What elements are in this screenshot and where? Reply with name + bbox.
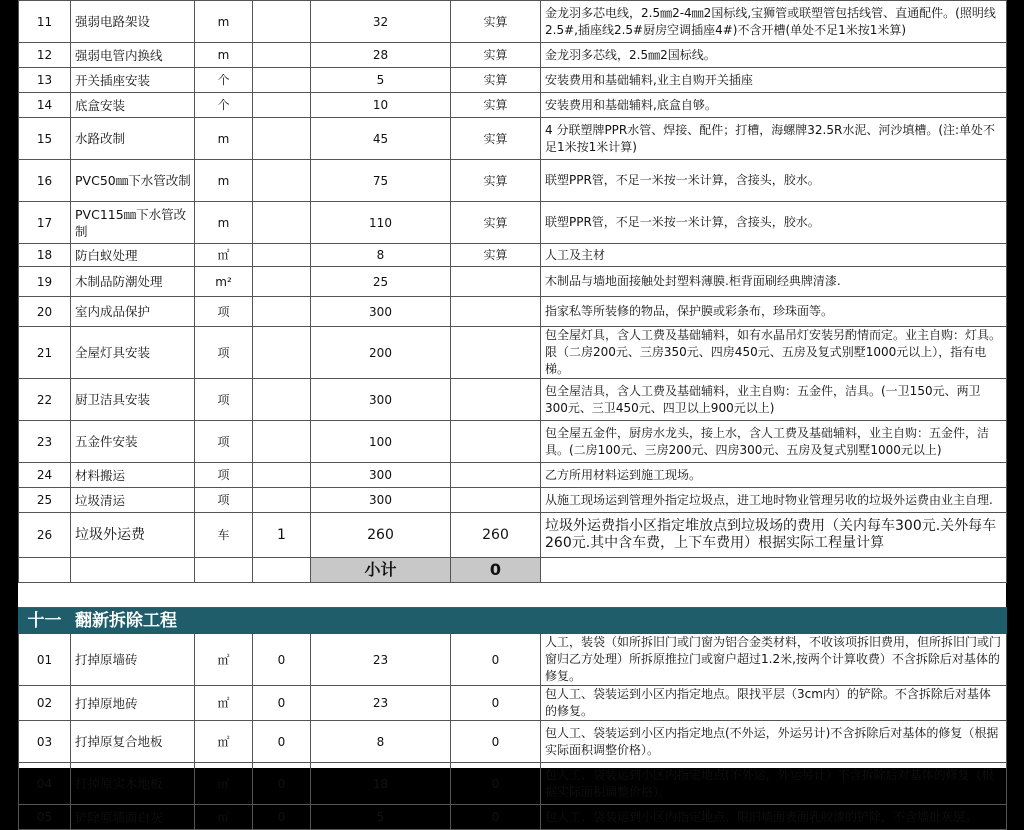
table-row [19,686,1007,721]
item-description: 包全屋灯具，含人工费及基础辅料，如有水晶吊灯安装另酌情而定。业主自购：灯具。限（二房200元、三房350元、四房450元、五房及复式别墅1000元以上），指有电梯。 [541,327,1007,379]
item-unit: 项 [195,379,253,421]
item-total: 260 [451,513,541,558]
item-unit: 个 [195,68,253,93]
table-row [19,488,1007,513]
item-description: 包全屋洁具，含人工费及基础辅料，业主自购：五金件，洁具。(一卫150元、两卫300元、三卫450元、四卫以上900元以上) [541,379,1007,421]
item-description: 包人工、袋装运到小区内指定地点。限找平层（3cm内）的铲除。不含拆除后对基体的修复。 [541,686,1007,721]
item-quantity [253,463,311,488]
item-unit: ㎡ [195,244,253,267]
item-name: 打掉原复合地板 [71,721,195,763]
item-name: 水路改制 [71,118,195,160]
row-number: 16 [19,160,71,202]
quote-table [18,0,1007,830]
table-row [19,379,1007,421]
item-quantity [253,68,311,93]
item-quantity [253,297,311,327]
spacer-row [19,583,1007,608]
table-row [19,43,1007,68]
item-unit: 个 [195,93,253,118]
section-title: 翻新拆除工程 [71,608,1007,634]
table-row [19,1,1007,43]
item-quantity [253,421,311,463]
item-description: 联塑PPR管，不足一米按一米计算，含接头，胶水。 [541,160,1007,202]
item-total: 0 [451,805,541,830]
item-name: 强弱电路架设 [71,1,195,43]
item-description: 人工及主材 [541,244,1007,267]
item-description: 安装费用和基础辅料,业主自购开关插座 [541,68,1007,93]
quote-sheet [18,0,1006,825]
section-number: 十一 [19,608,71,634]
item-total [451,463,541,488]
item-name: 铲除原墙面白灰 [71,805,195,830]
item-total [451,297,541,327]
item-unit: ㎡ [195,805,253,830]
item-price: 260 [311,513,451,558]
item-name: 打掉原墙砖 [71,634,195,686]
item-total [451,488,541,513]
row-number: 15 [19,118,71,160]
item-quantity [253,327,311,379]
section-header [19,608,1007,634]
item-description: 安装费用和基础辅料,底盒自够。 [541,93,1007,118]
row-number: 04 [19,763,71,805]
item-quantity: 0 [253,763,311,805]
table-row [19,118,1007,160]
item-quantity: 1 [253,513,311,558]
item-quantity [253,244,311,267]
table-row [19,202,1007,244]
table-row [19,244,1007,267]
row-number: 01 [19,634,71,686]
item-total: 实算 [451,43,541,68]
item-total: 0 [451,763,541,805]
item-description: 人工，装袋（如所拆旧门或门窗为铝合金类材料，不收该项拆旧费用，但所拆旧门或门窗归乙方处理）所拆原推拉门或窗户超过1.2米,按两个计算收费）不含拆除后对基体的修复。 [541,634,1007,686]
item-quantity [253,43,311,68]
item-name: 开关插座安装 [71,68,195,93]
item-quantity: 0 [253,686,311,721]
item-name: 全屋灯具安装 [71,327,195,379]
table-row [19,93,1007,118]
item-unit: m [195,202,253,244]
item-price: 8 [311,721,451,763]
item-description: 指家私等所装修的物品，保护膜或彩条布，珍珠面等。 [541,297,1007,327]
item-quantity [253,202,311,244]
item-price: 23 [311,686,451,721]
item-unit: ㎡ [195,686,253,721]
row-number: 02 [19,686,71,721]
item-description: 垃圾外运费指小区指定堆放点到垃圾场的费用（关内每车300元.关外每车260元.其中含车费，上下车费用）根据实际工程量计算 [541,513,1007,558]
item-price: 18 [311,763,451,805]
item-price: 28 [311,43,451,68]
row-number: 21 [19,327,71,379]
item-total [451,379,541,421]
table-row [19,327,1007,379]
item-description: 包人工、袋装运到小区内指定地点(不外运，外运另计）不含拆除后对基体的修复（根据实际面积调整价格）。 [541,763,1007,805]
item-description: 4 分联塑牌PPR水管、焊接、配件；打槽，海螺牌32.5R水泥、河沙填槽。(注:单处不足1米按1米计算) [541,118,1007,160]
item-unit: 项 [195,488,253,513]
row-number: 05 [19,805,71,830]
item-description: 乙方所用材料运到施工现场。 [541,463,1007,488]
item-unit: m [195,160,253,202]
item-name: 五金件安装 [71,421,195,463]
item-description: 包全屋五金件，厨房水龙头，接上水，含人工费及基础辅料，业主自购：五金件，洁具。(二房100元、三房200元、四房300元、五房及复式别墅1000元以上) [541,421,1007,463]
item-price: 25 [311,267,451,297]
item-unit: 项 [195,463,253,488]
row-number: 14 [19,93,71,118]
item-quantity: 0 [253,805,311,830]
item-unit: 项 [195,421,253,463]
item-price: 300 [311,463,451,488]
item-unit: m² [195,267,253,297]
item-name: 打掉原实木地板 [71,763,195,805]
row-number: 19 [19,267,71,297]
row-number: 17 [19,202,71,244]
item-name: 打掉原地砖 [71,686,195,721]
row-number: 11 [19,1,71,43]
item-quantity: 0 [253,634,311,686]
item-name: 厨卫洁具安装 [71,379,195,421]
table-row [19,421,1007,463]
table-row [19,513,1007,558]
item-price: 32 [311,1,451,43]
item-quantity [253,488,311,513]
item-total: 实算 [451,118,541,160]
item-quantity [253,93,311,118]
item-unit: 项 [195,297,253,327]
item-name: 底盒安装 [71,93,195,118]
item-quantity [253,1,311,43]
item-unit: m [195,1,253,43]
item-unit: ㎡ [195,763,253,805]
item-name: PVC115㎜下水管改制 [71,202,195,244]
item-quantity: 0 [253,721,311,763]
item-price: 45 [311,118,451,160]
item-name: 垃圾外运费 [71,513,195,558]
item-total: 0 [451,721,541,763]
table-row [19,805,1007,830]
item-price: 110 [311,202,451,244]
item-price: 200 [311,327,451,379]
item-price: 75 [311,160,451,202]
subtotal-value: 0 [451,558,541,583]
item-description: 联塑PPR管，不足一米按一米计算，含接头，胶水。 [541,202,1007,244]
item-total [451,267,541,297]
table-row [19,463,1007,488]
item-total: 实算 [451,1,541,43]
item-unit: ㎡ [195,634,253,686]
item-quantity [253,118,311,160]
item-total [451,421,541,463]
item-total: 实算 [451,68,541,93]
row-number: 20 [19,297,71,327]
row-number: 13 [19,68,71,93]
table-row [19,68,1007,93]
item-total: 实算 [451,244,541,267]
item-price: 8 [311,244,451,267]
item-description: 金龙羽多芯线，2.5㎜2国标线。 [541,43,1007,68]
row-number: 12 [19,43,71,68]
row-number: 18 [19,244,71,267]
item-total: 实算 [451,160,541,202]
subtotal-label: 小计 [311,558,451,583]
table-row [19,634,1007,686]
table-row [19,763,1007,805]
row-number: 23 [19,421,71,463]
row-number: 22 [19,379,71,421]
table-row [19,721,1007,763]
table-row [19,297,1007,327]
item-price: 300 [311,379,451,421]
item-total: 0 [451,634,541,686]
item-unit: m [195,118,253,160]
row-number: 26 [19,513,71,558]
item-description: 包人工、袋装运到小区内指定地点，限旧墙面表面乳胶漆的铲除，不含墙批灰层。 [541,805,1007,830]
item-unit: ㎡ [195,721,253,763]
item-name: 木制品防潮处理 [71,267,195,297]
item-quantity [253,160,311,202]
item-name: 垃圾清运 [71,488,195,513]
item-name: 室内成品保护 [71,297,195,327]
item-price: 5 [311,68,451,93]
item-price: 300 [311,488,451,513]
item-total: 实算 [451,93,541,118]
subtotal-row [19,558,1007,583]
item-unit: 车 [195,513,253,558]
item-name: PVC50㎜下水管改制 [71,160,195,202]
row-number: 24 [19,463,71,488]
item-quantity [253,267,311,297]
row-number: 25 [19,488,71,513]
item-name: 强弱电管内换线 [71,43,195,68]
table-row [19,160,1007,202]
item-description: 包人工、袋装运到小区内指定地点(不外运，外运另计)不含拆除后对基体的修复（根据实际面积调整价格）。 [541,721,1007,763]
item-price: 300 [311,297,451,327]
item-description: 从施工现场运到管理外指定垃圾点，进工地时物业管理另收的垃圾外运费由业主自理. [541,488,1007,513]
item-quantity [253,379,311,421]
item-unit: 项 [195,327,253,379]
item-total: 0 [451,686,541,721]
item-description: 木制品与墙地面接触处封塑料薄膜.柜背面刷经典牌清漆. [541,267,1007,297]
row-number: 03 [19,721,71,763]
item-description: 金龙羽多芯电线，2.5㎜2-4㎜2国标线,宝狮管或联塑管包括线管、直通配件。(照明线2.5#,插座线2.5#厨房空调插座4#)不含开槽(单处不足1米按1米算) [541,1,1007,43]
item-unit: m [195,43,253,68]
item-price: 10 [311,93,451,118]
item-name: 材料搬运 [71,463,195,488]
item-price: 100 [311,421,451,463]
item-price: 23 [311,634,451,686]
table-row [19,267,1007,297]
item-total [451,327,541,379]
item-name: 防白蚁处理 [71,244,195,267]
item-total: 实算 [451,202,541,244]
item-price: 5 [311,805,451,830]
